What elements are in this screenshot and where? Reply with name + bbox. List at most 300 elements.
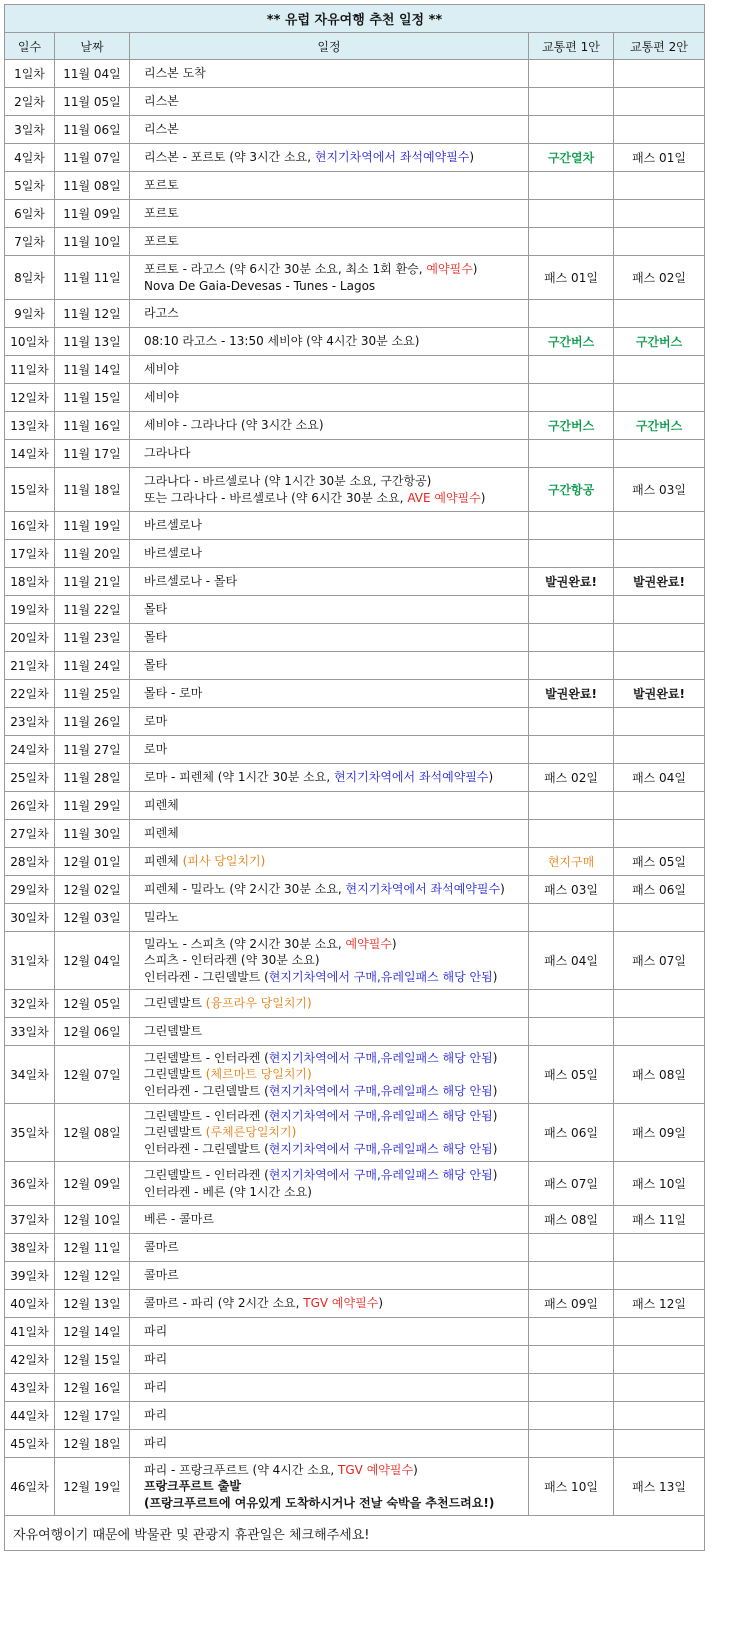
plan-text: Nova De Gaia-Devesas - Tunes - Lagos bbox=[144, 278, 376, 293]
plan-cell bbox=[130, 468, 529, 512]
date-cell: 11월 22일 bbox=[55, 596, 130, 624]
day-cell: 35일차 bbox=[5, 1104, 55, 1162]
table-row bbox=[5, 764, 705, 792]
day-cell: 27일차 bbox=[5, 820, 55, 848]
transport-2-cell bbox=[614, 904, 705, 932]
transport-1-cell bbox=[529, 540, 614, 568]
table-row bbox=[5, 88, 705, 116]
table-row bbox=[5, 848, 705, 876]
day-cell: 4일차 bbox=[5, 144, 55, 172]
plan-line bbox=[144, 177, 528, 194]
day-cell: 20일차 bbox=[5, 624, 55, 652]
day-cell: 8일차 bbox=[5, 256, 55, 300]
day-cell: 28일차 bbox=[5, 848, 55, 876]
plan-text: 현지기차역에서 구매,유레일패스 해당 안됨 bbox=[268, 1050, 493, 1065]
table-row bbox=[5, 144, 705, 172]
day-cell: 25일차 bbox=[5, 764, 55, 792]
plan-text: 그린델발트 bbox=[144, 1125, 206, 1140]
plan-line bbox=[144, 1184, 528, 1201]
day-cell: 40일차 bbox=[5, 1290, 55, 1318]
plan-cell bbox=[130, 256, 529, 300]
transport-2-cell: 패스 10일 bbox=[614, 1162, 705, 1206]
plan-text: 포르토 - 라고스 (약 6시간 30분 소요, 최소 1회 환승, bbox=[144, 262, 427, 276]
header-row bbox=[5, 33, 705, 60]
day-cell: 14일차 bbox=[5, 440, 55, 468]
plan-text: 그린델발트 bbox=[144, 1067, 206, 1082]
plan-line bbox=[144, 1211, 528, 1228]
plan-text: AVE 예약필수 bbox=[407, 490, 481, 505]
table-row bbox=[5, 540, 705, 568]
table-row bbox=[5, 1162, 705, 1206]
plan-line bbox=[144, 1462, 528, 1479]
date-cell: 12월 10일 bbox=[55, 1206, 130, 1234]
plan-text: (프랑크푸르트에 여유있게 도착하시거나 전날 숙박을 추천드려요!) bbox=[144, 1495, 495, 1510]
plan-text: 콜마르 - 파리 (약 2시간 소요, bbox=[144, 1296, 304, 1311]
plan-line bbox=[144, 881, 528, 898]
plan-line bbox=[144, 333, 528, 350]
plan-text: 콜마르 bbox=[144, 1240, 179, 1255]
day-cell: 34일차 bbox=[5, 1046, 55, 1104]
plan-text: ) bbox=[472, 262, 478, 276]
plan-text: 바르셀로나 bbox=[144, 546, 202, 561]
day-cell: 5일차 bbox=[5, 172, 55, 200]
transport-2-cell bbox=[614, 1318, 705, 1346]
day-cell: 36일차 bbox=[5, 1162, 55, 1206]
table-title: ** 유럽 자유여행 추천 일정 ** bbox=[5, 5, 705, 33]
plan-text: ) bbox=[480, 490, 486, 505]
transport-2-cell bbox=[614, 384, 705, 412]
transport-1-cell bbox=[529, 60, 614, 88]
plan-text: 라고스 bbox=[144, 306, 179, 321]
transport-2-cell bbox=[614, 60, 705, 88]
plan-text: 그린델발트 bbox=[144, 996, 206, 1011]
date-cell: 11월 08일 bbox=[55, 172, 130, 200]
plan-text: 08:10 라고스 - 13:50 세비야 (약 4시간 30분 소요) bbox=[144, 334, 420, 349]
plan-line bbox=[144, 1141, 528, 1158]
plan-text: 피렌체 - 밀라노 (약 2시간 30분 소요, bbox=[144, 882, 346, 897]
date-cell: 12월 08일 bbox=[55, 1104, 130, 1162]
plan-line bbox=[144, 936, 528, 953]
date-cell: 12월 14일 bbox=[55, 1318, 130, 1346]
transport-1-cell bbox=[529, 652, 614, 680]
plan-cell bbox=[130, 440, 529, 468]
date-cell: 12월 15일 bbox=[55, 1346, 130, 1374]
transport-1-cell: 구간버스 bbox=[529, 328, 614, 356]
plan-cell bbox=[130, 820, 529, 848]
table-row bbox=[5, 200, 705, 228]
date-cell: 11월 30일 bbox=[55, 820, 130, 848]
transport-1-cell bbox=[529, 356, 614, 384]
transport-2-cell bbox=[614, 116, 705, 144]
table-row bbox=[5, 1318, 705, 1346]
plan-text: 예약필수 bbox=[345, 936, 392, 951]
plan-cell bbox=[130, 1046, 529, 1104]
table-row bbox=[5, 440, 705, 468]
transport-2-cell bbox=[614, 172, 705, 200]
transport-2-cell bbox=[614, 736, 705, 764]
plan-text: 세비야 - 그라나다 (약 3시간 소요) bbox=[144, 418, 324, 433]
transport-2-cell bbox=[614, 356, 705, 384]
plan-cell bbox=[130, 200, 529, 228]
plan-line bbox=[144, 1124, 528, 1141]
plan-cell bbox=[130, 1374, 529, 1402]
day-cell: 2일차 bbox=[5, 88, 55, 116]
plan-text: 파리 - 프랑크푸르트 (약 4시간 소요, bbox=[144, 1462, 339, 1477]
plan-line bbox=[144, 952, 528, 969]
plan-cell bbox=[130, 356, 529, 384]
table-row bbox=[5, 300, 705, 328]
plan-text: 스피츠 - 인터라켄 (약 30분 소요) bbox=[144, 953, 320, 968]
plan-text: ) bbox=[391, 936, 397, 951]
day-cell: 22일차 bbox=[5, 680, 55, 708]
header-date: 날짜 bbox=[55, 33, 130, 60]
table-row bbox=[5, 256, 705, 300]
table-row bbox=[5, 228, 705, 256]
plan-cell bbox=[130, 1430, 529, 1458]
transport-1-cell: 패스 04일 bbox=[529, 932, 614, 990]
header-plan: 일정 bbox=[130, 33, 529, 60]
plan-cell bbox=[130, 624, 529, 652]
transport-2-cell bbox=[614, 596, 705, 624]
plan-cell bbox=[130, 1402, 529, 1430]
day-cell: 29일차 bbox=[5, 876, 55, 904]
plan-text: 현지기차역에서 좌석예약필수 bbox=[345, 882, 501, 897]
plan-line bbox=[144, 490, 528, 507]
transport-2-cell: 패스 12일 bbox=[614, 1290, 705, 1318]
plan-text: ) bbox=[492, 1141, 498, 1156]
date-cell: 12월 16일 bbox=[55, 1374, 130, 1402]
date-cell: 11월 25일 bbox=[55, 680, 130, 708]
transport-2-cell: 패스 02일 bbox=[614, 256, 705, 300]
day-cell: 17일차 bbox=[5, 540, 55, 568]
table-row bbox=[5, 1018, 705, 1046]
table-row bbox=[5, 1206, 705, 1234]
transport-2-cell bbox=[614, 1018, 705, 1046]
day-cell: 43일차 bbox=[5, 1374, 55, 1402]
date-cell: 11월 23일 bbox=[55, 624, 130, 652]
date-cell: 12월 05일 bbox=[55, 990, 130, 1018]
plan-text: 인터라켄 - 그린델발트 ( bbox=[144, 1141, 269, 1156]
transport-1-cell bbox=[529, 1402, 614, 1430]
plan-cell bbox=[130, 680, 529, 708]
transport-1-cell: 발권완료! bbox=[529, 568, 614, 596]
date-cell: 11월 05일 bbox=[55, 88, 130, 116]
table-row bbox=[5, 708, 705, 736]
day-cell: 39일차 bbox=[5, 1262, 55, 1290]
transport-1-cell: 패스 06일 bbox=[529, 1104, 614, 1162]
plan-text: 피렌체 bbox=[144, 854, 183, 869]
transport-1-cell: 현지구매 bbox=[529, 848, 614, 876]
table-row bbox=[5, 412, 705, 440]
plan-text: (피사 당일치기) bbox=[182, 854, 266, 869]
day-cell: 41일차 bbox=[5, 1318, 55, 1346]
plan-line bbox=[144, 517, 528, 534]
transport-1-cell: 구간열차 bbox=[529, 144, 614, 172]
plan-line bbox=[144, 685, 528, 702]
table-row bbox=[5, 1234, 705, 1262]
header-day: 일수 bbox=[5, 33, 55, 60]
plan-line bbox=[144, 1478, 528, 1495]
date-cell: 12월 07일 bbox=[55, 1046, 130, 1104]
plan-text: ) bbox=[492, 1083, 498, 1098]
plan-line bbox=[144, 278, 528, 295]
date-cell: 11월 15일 bbox=[55, 384, 130, 412]
plan-text: 예약필수 bbox=[426, 262, 473, 276]
plan-text: 현지기차역에서 구매,유레일패스 해당 안됨 bbox=[268, 969, 493, 984]
table-row bbox=[5, 1046, 705, 1104]
plan-cell bbox=[130, 228, 529, 256]
plan-text: ) bbox=[413, 1462, 418, 1477]
date-cell: 11월 20일 bbox=[55, 540, 130, 568]
plan-line bbox=[144, 121, 528, 138]
transport-1-cell bbox=[529, 440, 614, 468]
transport-2-cell: 구간버스 bbox=[614, 412, 705, 440]
table-row bbox=[5, 624, 705, 652]
transport-2-cell: 패스 08일 bbox=[614, 1046, 705, 1104]
header-transport-2: 교통편 2안 bbox=[614, 33, 705, 60]
table-row bbox=[5, 904, 705, 932]
date-cell: 11월 24일 bbox=[55, 652, 130, 680]
transport-2-cell bbox=[614, 1430, 705, 1458]
plan-text: 로마 bbox=[144, 714, 168, 729]
plan-line bbox=[144, 1083, 528, 1100]
date-cell: 11월 07일 bbox=[55, 144, 130, 172]
transport-1-cell bbox=[529, 792, 614, 820]
date-cell: 12월 18일 bbox=[55, 1430, 130, 1458]
transport-1-cell bbox=[529, 596, 614, 624]
transport-1-cell: 패스 08일 bbox=[529, 1206, 614, 1234]
table-row bbox=[5, 1402, 705, 1430]
plan-text: 리스본 bbox=[144, 122, 179, 137]
transport-1-cell bbox=[529, 1318, 614, 1346]
plan-text: 프랑크푸르트 출발 bbox=[144, 1479, 241, 1494]
plan-line bbox=[144, 769, 528, 786]
plan-text: 파리 bbox=[144, 1380, 168, 1395]
plan-text: 바르셀로나 bbox=[144, 518, 202, 533]
transport-2-cell bbox=[614, 1402, 705, 1430]
plan-line bbox=[144, 205, 528, 222]
plan-line bbox=[144, 389, 528, 406]
table-row bbox=[5, 60, 705, 88]
table-row bbox=[5, 1458, 705, 1516]
plan-line bbox=[144, 233, 528, 250]
plan-cell bbox=[130, 1346, 529, 1374]
transport-2-cell bbox=[614, 624, 705, 652]
transport-1-cell: 구간항공 bbox=[529, 468, 614, 512]
day-cell: 6일차 bbox=[5, 200, 55, 228]
transport-2-cell: 패스 03일 bbox=[614, 468, 705, 512]
date-cell: 11월 16일 bbox=[55, 412, 130, 440]
transport-1-cell: 패스 02일 bbox=[529, 764, 614, 792]
transport-1-cell bbox=[529, 1262, 614, 1290]
plan-cell bbox=[130, 1290, 529, 1318]
date-cell: 11월 04일 bbox=[55, 60, 130, 88]
transport-1-cell bbox=[529, 300, 614, 328]
transport-2-cell: 패스 09일 bbox=[614, 1104, 705, 1162]
table-row bbox=[5, 356, 705, 384]
transport-2-cell bbox=[614, 1374, 705, 1402]
plan-text: 현지기차역에서 구매,유레일패스 해당 안됨 bbox=[268, 1083, 493, 1098]
plan-text: 파리 bbox=[144, 1324, 168, 1339]
transport-1-cell bbox=[529, 228, 614, 256]
plan-text: 현지기차역에서 좌석예약필수 bbox=[333, 770, 489, 785]
plan-cell bbox=[130, 328, 529, 356]
transport-2-cell bbox=[614, 440, 705, 468]
plan-text: 로마 - 피렌체 (약 1시간 30분 소요, bbox=[144, 770, 334, 785]
plan-line bbox=[144, 1066, 528, 1083]
plan-cell bbox=[130, 876, 529, 904]
plan-text: 그라나다 bbox=[144, 446, 191, 461]
plan-line bbox=[144, 1167, 528, 1184]
plan-text: 리스본 - 포르토 (약 3시간 소요, bbox=[144, 150, 315, 165]
plan-line bbox=[144, 1495, 528, 1512]
plan-text: 리스본 bbox=[144, 94, 179, 109]
plan-text: 로마 bbox=[144, 742, 168, 757]
table-row bbox=[5, 384, 705, 412]
date-cell: 12월 11일 bbox=[55, 1234, 130, 1262]
plan-text: 파리 bbox=[144, 1436, 168, 1451]
table-row bbox=[5, 468, 705, 512]
table-row bbox=[5, 1346, 705, 1374]
plan-cell bbox=[130, 596, 529, 624]
plan-text: 포르토 bbox=[144, 206, 179, 221]
day-cell: 9일차 bbox=[5, 300, 55, 328]
day-cell: 24일차 bbox=[5, 736, 55, 764]
plan-text: 현지기차역에서 구매,유레일패스 해당 안됨 bbox=[268, 1108, 493, 1123]
transport-2-cell bbox=[614, 708, 705, 736]
plan-line bbox=[144, 149, 528, 166]
plan-text: ) bbox=[488, 770, 494, 785]
transport-1-cell bbox=[529, 820, 614, 848]
plan-line bbox=[144, 417, 528, 434]
plan-line bbox=[144, 545, 528, 562]
transport-1-cell bbox=[529, 200, 614, 228]
table-row bbox=[5, 990, 705, 1018]
plan-cell bbox=[130, 932, 529, 990]
transport-1-cell bbox=[529, 1430, 614, 1458]
plan-line bbox=[144, 305, 528, 322]
plan-line bbox=[144, 969, 528, 986]
transport-2-cell: 패스 07일 bbox=[614, 932, 705, 990]
date-cell: 11월 18일 bbox=[55, 468, 130, 512]
transport-1-cell bbox=[529, 990, 614, 1018]
header-transport-1: 교통편 1안 bbox=[529, 33, 614, 60]
date-cell: 11월 27일 bbox=[55, 736, 130, 764]
transport-1-cell bbox=[529, 708, 614, 736]
plan-text: ) bbox=[378, 1296, 383, 1311]
plan-text: 그린델발트 bbox=[144, 1024, 202, 1039]
transport-1-cell bbox=[529, 1346, 614, 1374]
transport-1-cell: 패스 10일 bbox=[529, 1458, 614, 1516]
transport-2-cell bbox=[614, 512, 705, 540]
day-cell: 21일차 bbox=[5, 652, 55, 680]
itinerary-sheet bbox=[4, 4, 704, 1551]
date-cell: 12월 01일 bbox=[55, 848, 130, 876]
plan-cell bbox=[130, 1104, 529, 1162]
day-cell: 15일차 bbox=[5, 468, 55, 512]
transport-2-cell: 패스 01일 bbox=[614, 144, 705, 172]
day-cell: 46일차 bbox=[5, 1458, 55, 1516]
day-cell: 18일차 bbox=[5, 568, 55, 596]
day-cell: 11일차 bbox=[5, 356, 55, 384]
transport-2-cell bbox=[614, 792, 705, 820]
transport-2-cell: 패스 05일 bbox=[614, 848, 705, 876]
plan-text: 현지기차역에서 좌석예약필수 bbox=[314, 150, 470, 165]
plan-text: 바르셀로나 - 몰타 bbox=[144, 574, 238, 589]
plan-text: 밀라노 bbox=[144, 910, 179, 925]
plan-line bbox=[144, 1267, 528, 1284]
transport-1-cell bbox=[529, 88, 614, 116]
transport-2-cell bbox=[614, 990, 705, 1018]
plan-text: 파리 bbox=[144, 1352, 168, 1367]
day-cell: 45일차 bbox=[5, 1430, 55, 1458]
table-row bbox=[5, 596, 705, 624]
plan-cell bbox=[130, 540, 529, 568]
plan-cell bbox=[130, 1206, 529, 1234]
plan-line bbox=[144, 825, 528, 842]
plan-cell bbox=[130, 792, 529, 820]
plan-text: 몰타 bbox=[144, 658, 168, 673]
transport-1-cell bbox=[529, 904, 614, 932]
plan-cell bbox=[130, 568, 529, 596]
plan-text: 현지기차역에서 구매,유레일패스 해당 안됨 bbox=[268, 1141, 493, 1156]
table-row bbox=[5, 680, 705, 708]
plan-text: ) bbox=[492, 1108, 498, 1123]
date-cell: 11월 28일 bbox=[55, 764, 130, 792]
transport-1-cell: 구간버스 bbox=[529, 412, 614, 440]
plan-text: (융프라우 당일치기) bbox=[205, 996, 312, 1011]
plan-text: ) bbox=[492, 1050, 498, 1065]
plan-line bbox=[144, 713, 528, 730]
plan-text: 그린델발트 - 인터라켄 ( bbox=[144, 1108, 269, 1123]
day-cell: 44일차 bbox=[5, 1402, 55, 1430]
plan-text: 그라나다 - 바르셀로나 (약 1시간 30분 소요, 구간항공) bbox=[144, 474, 432, 488]
day-cell: 1일차 bbox=[5, 60, 55, 88]
transport-1-cell: 패스 01일 bbox=[529, 256, 614, 300]
transport-2-cell bbox=[614, 820, 705, 848]
plan-line bbox=[144, 473, 528, 490]
day-cell: 13일차 bbox=[5, 412, 55, 440]
transport-2-cell: 패스 11일 bbox=[614, 1206, 705, 1234]
plan-line bbox=[144, 361, 528, 378]
transport-2-cell: 구간버스 bbox=[614, 328, 705, 356]
plan-text: 밀라노 - 스피츠 (약 2시간 30분 소요, bbox=[144, 936, 346, 951]
date-cell: 11월 12일 bbox=[55, 300, 130, 328]
day-cell: 19일차 bbox=[5, 596, 55, 624]
day-cell: 23일차 bbox=[5, 708, 55, 736]
date-cell: 12월 06일 bbox=[55, 1018, 130, 1046]
plan-cell bbox=[130, 1262, 529, 1290]
transport-1-cell bbox=[529, 116, 614, 144]
plan-text: 베른 - 콜마르 bbox=[144, 1212, 214, 1227]
table-row bbox=[5, 932, 705, 990]
transport-1-cell bbox=[529, 624, 614, 652]
transport-2-cell: 패스 13일 bbox=[614, 1458, 705, 1516]
plan-line bbox=[144, 1407, 528, 1424]
plan-line bbox=[144, 1351, 528, 1368]
date-cell: 11월 06일 bbox=[55, 116, 130, 144]
date-cell: 11월 29일 bbox=[55, 792, 130, 820]
footer-note: 자유여행이기 때문에 박물관 및 관광지 휴관일은 체크해주세요! bbox=[5, 1516, 705, 1551]
date-cell: 11월 09일 bbox=[55, 200, 130, 228]
transport-2-cell bbox=[614, 228, 705, 256]
day-cell: 10일차 bbox=[5, 328, 55, 356]
plan-cell bbox=[130, 1458, 529, 1516]
plan-line bbox=[144, 629, 528, 646]
transport-1-cell bbox=[529, 736, 614, 764]
plan-line bbox=[144, 797, 528, 814]
plan-cell bbox=[130, 60, 529, 88]
